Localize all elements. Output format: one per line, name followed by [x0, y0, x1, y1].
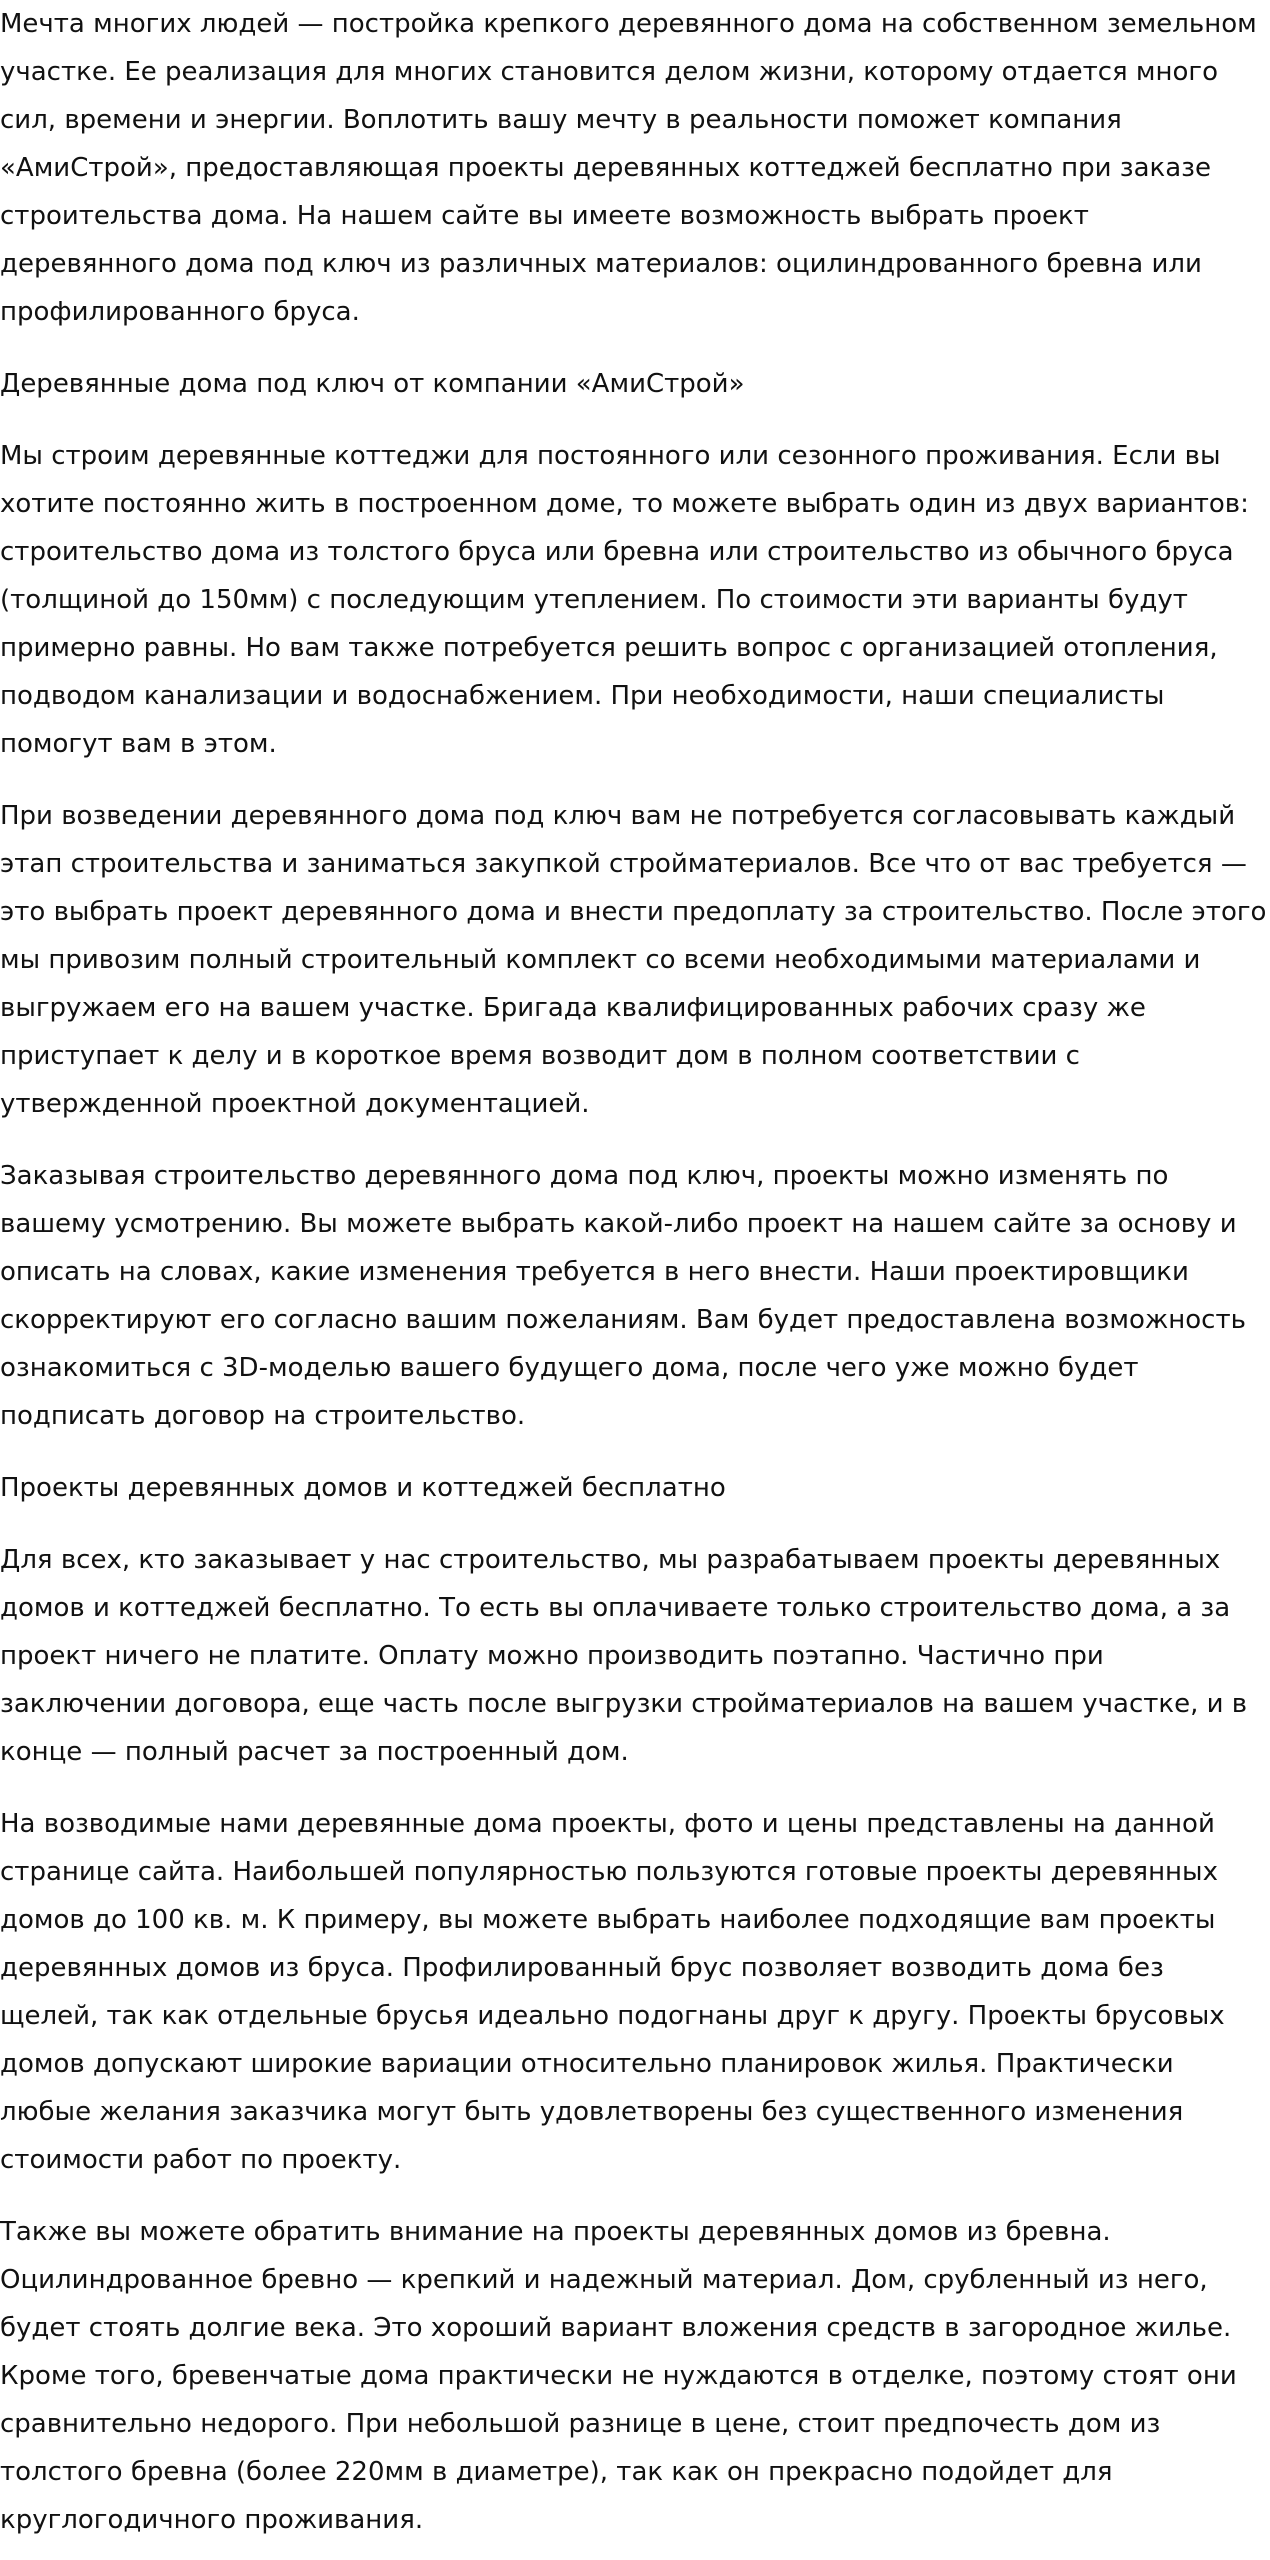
spacer [0, 2184, 1270, 2208]
paragraph-project-changes: Заказывая строительство деревянного дома под ключ, проекты можно изменять по вашему усмотрению. Вы можете выбрать какой-либо проект на нашем сайте за основу и описать на словах, какие изменения требуется в него внести. Наши проектировщики скорректируют его согласно вашим пожеланиям. Вам будет предоставлена возможность ознакомиться с 3D-моделью вашего будущего дома, после чего уже можно будет подписать договор на строительство. [0, 1161, 1246, 1431]
spacer [0, 1128, 1270, 1152]
paragraph-log-projects: Также вы можете обратить внимание на проекты деревянных домов из бревна. Оцилиндрованное бревно — крепкий и надежный материал. Дом, срубленный из него, будет стоять долгие века. Это хороший вариант вложения средств в загородное жилье. Кроме того, бревенчатые дома практически не нуждаются в отделке, поэтому стоят они сравнительно недорого. При небольшой разнице в цене, стоит предпочесть дом из толстого бревна (более 220мм в диаметре), так как он прекрасно подойдет для круглогодичного проживания. [0, 2217, 1237, 2535]
section-heading-wooden-houses: Деревянные дома под ключ от компании «АмиСтрой» [0, 369, 745, 399]
spacer [0, 408, 1270, 432]
section-heading-free-projects: Проекты деревянных домов и коттеджей бесплатно [0, 1473, 726, 1503]
paragraph-cottages: Мы строим деревянные коттеджи для постоянного или сезонного проживания. Если вы хотите постоянно жить в построенном доме, то можете выбрать один из двух вариантов: строительство дома из толстого бруса или бревна или строительство из обычного бруса (толщиной до 150мм) с последующим утеплением. По стоимости эти варианты будут примерно равны. Но вам также потребуется решить вопрос с организацией отопления, подводом канализации и водоснабжением. При необходимости, наши специалисты помогут вам в этом. [0, 441, 1249, 759]
paragraph-turnkey: При возведении деревянного дома под ключ вам не потребуется согласовывать каждый этап строительства и заниматься закупкой стройматериалов. Все что от вас требуется — это выбрать проект деревянного дома и внести предоплату за строительство. После этого мы привозим полный строительный комплект со всеми необходимыми материалами и выгружаем его на вашем участке. Бригада квалифицированных рабочих сразу же приступает к делу и в короткое время возводит дом в полном соответствии с утвержденной проектной документацией. [0, 801, 1267, 1119]
spacer [0, 1512, 1270, 1536]
spacer [0, 336, 1270, 360]
spacer [0, 768, 1270, 792]
paragraph-timber-projects: На возводимые нами деревянные дома проекты, фото и цены представлены на данной странице сайта. Наибольшей популярностью пользуются готовые проекты деревянных домов до 100 кв. м. К примеру, вы можете выбрать наиболее подходящие вам проекты деревянных домов из бруса. Профилированный брус позволяет возводить дома без щелей, так как отдельные брусья идеально подогнаны друг к другу. Проекты брусовых домов допускают широкие вариации относительно планировок жилья. Практически любые желания заказчика могут быть удовлетворены без существенного изменения стоимости работ по проекту. [0, 1809, 1225, 2175]
spacer [0, 1776, 1270, 1800]
paragraph-intro: Мечта многих людей — постройка крепкого деревянного дома на собственном земельном участке. Ее реализация для многих становится делом жизни, которому отдается много сил, времени и энергии. Воплотить вашу мечту в реальности поможет компания «АмиСтрой», предоставляющая проекты деревянных коттеджей бесплатно при заказе строительства дома. На нашем сайте вы имеете возможность выбрать проект деревянного дома под ключ из различных материалов: оцилиндрованного бревна или профилированного бруса. [0, 9, 1257, 327]
spacer [0, 1440, 1270, 1464]
paragraph-free-projects: Для всех, кто заказывает у нас строительство, мы разрабатываем проекты деревянных домов и коттеджей бесплатно. То есть вы оплачиваете только строительство дома, а за проект ничего не платите. Оплату можно производить поэтапно. Частично при заключении договора, еще часть после выгрузки стройматериалов на вашем участке, и в конце — полный расчет за построенный дом. [0, 1545, 1248, 1767]
